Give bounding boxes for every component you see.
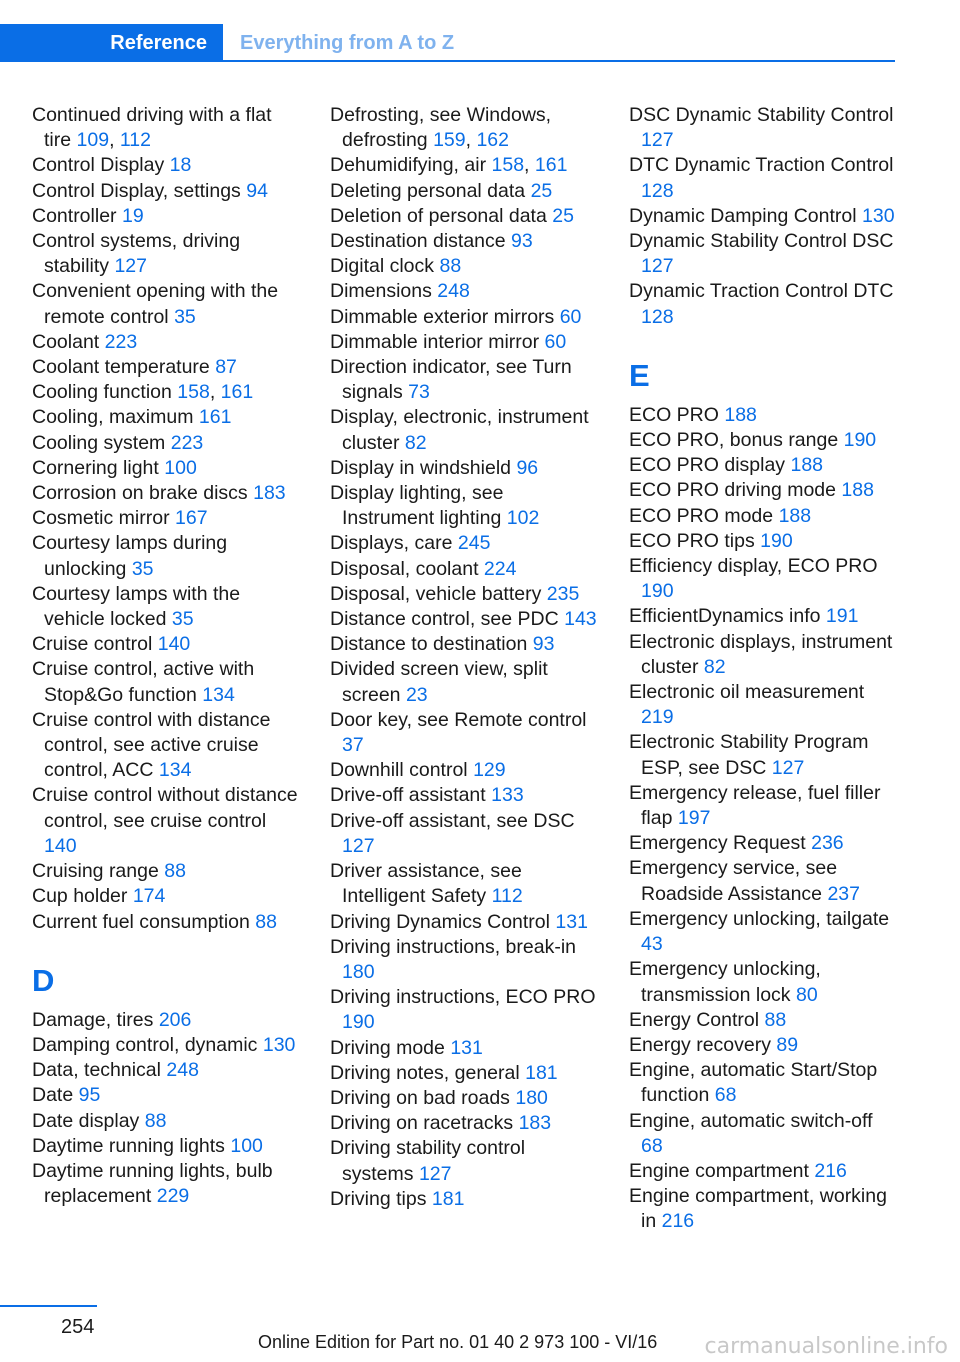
index-term: Cup holder bbox=[32, 885, 128, 908]
index-entry bbox=[629, 103, 897, 153]
index-term: Driving mode bbox=[330, 1036, 445, 1059]
index-entry bbox=[32, 1159, 300, 1209]
index-term: Energy recovery bbox=[629, 1033, 771, 1056]
page-link[interactable]: 127 bbox=[114, 255, 147, 278]
index-term: Date bbox=[32, 1084, 74, 1107]
index-term: Driving notes, general bbox=[330, 1061, 520, 1084]
page-link[interactable]: 223 bbox=[170, 431, 204, 454]
index-entry bbox=[629, 730, 897, 780]
index-term: Electronic Stability Program ESP, see DSC bbox=[629, 731, 869, 779]
index-entry bbox=[330, 582, 598, 607]
index-entry bbox=[629, 831, 897, 856]
page-link[interactable]: 134 bbox=[202, 683, 235, 706]
page-link[interactable]: 190 bbox=[760, 529, 793, 552]
page-link[interactable]: 82 bbox=[404, 431, 427, 454]
index-entry bbox=[32, 1058, 300, 1083]
page-link[interactable]: 100 bbox=[164, 456, 197, 479]
index-entry bbox=[330, 657, 598, 707]
index-term: Driving on bad roads bbox=[330, 1086, 510, 1109]
page-link[interactable]: 94 bbox=[246, 179, 268, 202]
page-number: 254 bbox=[61, 1316, 95, 1338]
index-term: Cosmetic mirror bbox=[32, 507, 170, 530]
page-link[interactable]: 73 bbox=[408, 381, 430, 404]
page-link[interactable]: 206 bbox=[158, 1008, 192, 1031]
page-link[interactable]: 181 bbox=[525, 1061, 558, 1084]
index-term: Daytime running lights bbox=[32, 1134, 225, 1157]
index-entry bbox=[32, 179, 300, 204]
index-term: Deletion of personal data bbox=[330, 204, 547, 227]
page-link[interactable]: 100 bbox=[230, 1134, 263, 1157]
index-term: Cooling system bbox=[32, 431, 166, 454]
header-rule bbox=[0, 60, 895, 62]
index-entry bbox=[32, 153, 300, 178]
index-term: Displays, care bbox=[330, 532, 453, 555]
page-link[interactable]: 161 bbox=[534, 154, 568, 177]
index-term: ECO PRO driving mode bbox=[629, 479, 836, 502]
index-letter-heading: E bbox=[629, 357, 650, 393]
index-entry bbox=[629, 229, 897, 279]
index-term: Deleting personal data bbox=[330, 179, 526, 202]
page-link[interactable]: 130 bbox=[262, 1033, 296, 1056]
index-term: ECO PRO bbox=[629, 403, 719, 426]
page-link[interactable]: 158 bbox=[491, 154, 525, 177]
page-link[interactable]: 129 bbox=[473, 759, 506, 782]
index-entry bbox=[32, 632, 300, 657]
page-link[interactable]: 180 bbox=[515, 1086, 548, 1109]
page-link[interactable]: 161 bbox=[198, 406, 232, 429]
index-term: Defrosting, see Windows, defrosting bbox=[330, 104, 552, 152]
index-entry bbox=[629, 680, 897, 730]
index-entry bbox=[32, 229, 300, 279]
page-link[interactable]: 88 bbox=[144, 1109, 167, 1132]
page-link[interactable]: 161 bbox=[220, 381, 254, 404]
page-link[interactable]: 35 bbox=[131, 557, 154, 580]
index-entry bbox=[32, 506, 300, 531]
index-entry bbox=[32, 531, 300, 581]
index-term: Destination distance bbox=[330, 230, 506, 253]
index-term: Controller bbox=[32, 204, 117, 227]
index-term: Dynamic Damping Control bbox=[629, 204, 857, 227]
index-term: Coolant temperature bbox=[32, 356, 210, 379]
page-link[interactable]: 248 bbox=[166, 1059, 199, 1082]
index-term: Direction indicator, see Turn signals bbox=[330, 356, 572, 404]
index-term: Control Display, settings bbox=[32, 179, 241, 202]
index-entry bbox=[32, 456, 300, 481]
index-term: Dehumidifying, air bbox=[330, 154, 487, 177]
page-link[interactable]: 188 bbox=[790, 454, 824, 477]
page-link[interactable]: 93 bbox=[532, 633, 555, 656]
page-link[interactable]: 188 bbox=[841, 479, 874, 502]
page-link[interactable]: 140 bbox=[157, 633, 191, 656]
section-spacer bbox=[629, 330, 897, 351]
index-entry bbox=[32, 1109, 300, 1134]
index-term: Dimmable interior mirror bbox=[330, 330, 540, 353]
index-entry bbox=[330, 1187, 598, 1212]
index-term: Dynamic Traction Control DTC bbox=[629, 280, 894, 303]
index-entry bbox=[32, 1008, 300, 1033]
index-entry bbox=[629, 1058, 897, 1108]
index-entry bbox=[629, 504, 897, 529]
watermark: carmanualsonline.info bbox=[704, 1334, 948, 1359]
page-link[interactable]: 18 bbox=[169, 154, 192, 177]
index-entry bbox=[32, 431, 300, 456]
page-link[interactable]: 229 bbox=[156, 1185, 190, 1208]
index-term: Downhill control bbox=[330, 759, 468, 782]
page-link[interactable]: 127 bbox=[641, 255, 674, 278]
index-entry bbox=[629, 554, 897, 604]
index-term: Engine, automatic Start/Stop function bbox=[629, 1059, 878, 1107]
page-link[interactable]: 89 bbox=[776, 1033, 799, 1056]
index-term: Driving on racetracks bbox=[330, 1112, 514, 1135]
index-term: Courtesy lamps with the vehicle locked bbox=[32, 582, 241, 631]
index-entry bbox=[330, 330, 598, 355]
index-entry bbox=[629, 403, 897, 428]
index-column-2 bbox=[330, 103, 598, 1212]
index-entry bbox=[330, 355, 598, 405]
index-term: Disposal, coolant bbox=[330, 557, 479, 580]
index-entry bbox=[32, 657, 300, 707]
index-entry: Defrosting, see Windows, defrosting 159, 162 bbox=[330, 104, 552, 152]
page-link[interactable]: 25 bbox=[552, 204, 574, 227]
index-term: Cruise control without distance control, see cruise control bbox=[32, 784, 298, 832]
index-entry bbox=[629, 630, 897, 680]
page-link[interactable]: 80 bbox=[795, 983, 818, 1006]
page-link[interactable]: 174 bbox=[132, 885, 166, 908]
page-link[interactable]: 127 bbox=[418, 1162, 452, 1185]
index-entry: Dehumidifying, air 158, 161 bbox=[330, 154, 568, 177]
index-term: Engine, automatic switch-off bbox=[629, 1109, 873, 1132]
index-term: Dimensions bbox=[330, 280, 432, 303]
index-term: Corrosion on brake discs bbox=[32, 482, 248, 505]
index-term: Driving instructions, ECO PRO bbox=[330, 986, 596, 1009]
index-term: Display, electronic, instrument cluster bbox=[330, 406, 589, 454]
index-entry bbox=[330, 279, 598, 304]
index-entry bbox=[32, 204, 300, 229]
page-link[interactable]: 131 bbox=[450, 1036, 483, 1059]
page-link[interactable]: 133 bbox=[491, 784, 524, 807]
index-entry bbox=[330, 1111, 598, 1136]
index-entry bbox=[32, 481, 300, 506]
index-term: DTC Dynamic Traction Control bbox=[629, 154, 894, 177]
page-link[interactable]: 88 bbox=[255, 910, 277, 933]
index-entry: Cooling function 158, 161 bbox=[32, 381, 254, 404]
index-term: Dimmable exterior mirrors bbox=[330, 305, 555, 328]
index-entry bbox=[629, 604, 897, 629]
index-term: Cruise control, active with Stop&Go function bbox=[32, 658, 255, 706]
index-entry bbox=[330, 607, 598, 632]
index-column-1 bbox=[32, 103, 300, 1209]
index-term: Cruise control with distance control, see active cruise control, ACC bbox=[32, 708, 271, 782]
index-term: Current fuel consumption bbox=[32, 910, 250, 933]
index-entry bbox=[629, 153, 897, 203]
index-entry bbox=[629, 781, 897, 831]
index-term: Emergency Request bbox=[629, 832, 806, 855]
index-column-3 bbox=[629, 103, 897, 1235]
page-link[interactable]: 43 bbox=[641, 933, 663, 956]
index-entry bbox=[32, 1083, 300, 1108]
page-link[interactable]: 219 bbox=[641, 706, 674, 729]
index-entry bbox=[330, 229, 598, 254]
index-term: Continued driving with a flat tire bbox=[32, 104, 272, 152]
page-link[interactable]: 112 bbox=[119, 129, 151, 152]
page-link[interactable]: 237 bbox=[827, 882, 860, 905]
page-link[interactable]: 127 bbox=[771, 756, 805, 779]
index-entry bbox=[629, 204, 897, 229]
index-term: Drive-off assistant, see DSC bbox=[330, 809, 575, 832]
index-term: Drive-off assistant bbox=[330, 784, 486, 807]
page-link[interactable]: 140 bbox=[44, 834, 77, 857]
page-link[interactable]: 143 bbox=[564, 608, 597, 631]
index-entry bbox=[629, 856, 897, 906]
index-entry bbox=[330, 783, 598, 808]
index-entry bbox=[330, 204, 598, 229]
page-link[interactable]: 188 bbox=[724, 403, 757, 426]
index-term: Distance control, see PDC bbox=[330, 608, 559, 631]
index-term: Cornering light bbox=[32, 456, 159, 479]
page-link[interactable]: 190 bbox=[843, 429, 877, 452]
page-link[interactable]: 88 bbox=[164, 860, 186, 883]
index-entry bbox=[32, 910, 300, 935]
page-link[interactable]: 25 bbox=[530, 179, 553, 202]
footer-rule bbox=[0, 1305, 97, 1307]
index-entry bbox=[629, 1159, 897, 1184]
page-link[interactable]: 127 bbox=[342, 834, 375, 857]
index-entry bbox=[330, 1086, 598, 1111]
index-term: ECO PRO tips bbox=[629, 529, 755, 552]
index-term: Emergency unlocking, tailgate bbox=[629, 907, 890, 930]
page-link[interactable]: 158 bbox=[177, 381, 210, 404]
page-link[interactable]: 197 bbox=[677, 807, 711, 830]
section-tab-reference[interactable]: Reference bbox=[0, 24, 223, 62]
index-entry bbox=[330, 935, 598, 985]
index-term: Emergency service, see Roadside Assistance bbox=[629, 857, 838, 905]
page-link[interactable]: 23 bbox=[405, 683, 428, 706]
index-entry bbox=[32, 708, 300, 784]
index-term: Daytime running lights, bulb replacement bbox=[32, 1159, 273, 1208]
page-link[interactable]: 102 bbox=[506, 507, 540, 530]
index-term: Electronic displays, instrument cluster bbox=[629, 630, 893, 678]
index-term: ECO PRO mode bbox=[629, 504, 774, 527]
page-link[interactable]: 68 bbox=[714, 1084, 737, 1107]
index-entry bbox=[330, 1136, 598, 1186]
index-term: Driving stability control systems bbox=[330, 1137, 526, 1185]
page-link[interactable]: 95 bbox=[78, 1084, 101, 1107]
index-entry bbox=[629, 529, 897, 554]
index-entry bbox=[32, 884, 300, 909]
page-link[interactable]: 216 bbox=[661, 1210, 695, 1233]
index-term: Damping control, dynamic bbox=[32, 1033, 258, 1056]
index-term: Data, technical bbox=[32, 1059, 161, 1082]
page-link[interactable]: 35 bbox=[174, 305, 196, 328]
index-entry bbox=[629, 428, 897, 453]
index-entry bbox=[330, 179, 598, 204]
index-term: Driving instructions, break-in bbox=[330, 935, 577, 958]
index-entry bbox=[330, 632, 598, 657]
page-link[interactable]: 88 bbox=[439, 255, 462, 278]
index-term: Date display bbox=[32, 1109, 140, 1132]
index-entry bbox=[330, 809, 598, 859]
page-link[interactable]: 134 bbox=[158, 759, 192, 782]
page-link[interactable]: 127 bbox=[641, 129, 674, 152]
page-link[interactable]: 82 bbox=[703, 655, 726, 678]
page-link[interactable]: 181 bbox=[431, 1187, 465, 1210]
index-term: Driver assistance, see Intelligent Safety bbox=[330, 860, 522, 908]
index-entry bbox=[330, 910, 598, 935]
index-entry bbox=[629, 1109, 897, 1159]
index-entry bbox=[629, 1033, 897, 1058]
page-link[interactable]: 245 bbox=[457, 532, 491, 555]
page-link[interactable]: 223 bbox=[104, 330, 138, 353]
index-term: Cruise control bbox=[32, 633, 153, 656]
index-entry bbox=[330, 481, 598, 531]
index-entry bbox=[330, 557, 598, 582]
edition-note: Online Edition for Part no. 01 40 2 973 100 - VI/16 bbox=[258, 1332, 658, 1352]
page-link[interactable]: 96 bbox=[516, 456, 539, 479]
index-term: Disposal, vehicle battery bbox=[330, 582, 542, 605]
index-entry bbox=[330, 708, 598, 758]
index-entry bbox=[629, 1184, 897, 1234]
index-entry bbox=[32, 1033, 300, 1058]
page-link[interactable]: 224 bbox=[483, 557, 517, 580]
index-term: Convenient opening with the remote control bbox=[32, 280, 279, 328]
index-entry bbox=[32, 405, 300, 430]
page-link[interactable]: 35 bbox=[171, 608, 194, 631]
page-link[interactable]: 159 bbox=[433, 129, 466, 152]
index-term: Display lighting, see Instrument lighting bbox=[330, 482, 504, 530]
section-spacer bbox=[32, 935, 300, 956]
index-term: Efficiency display, ECO PRO bbox=[629, 555, 878, 578]
index-entry bbox=[629, 957, 897, 1007]
page-link[interactable]: 87 bbox=[215, 356, 237, 379]
index-term: Control Display bbox=[32, 154, 165, 177]
index-term: Dynamic Stability Control DSC bbox=[629, 230, 894, 253]
index-term: Cruising range bbox=[32, 860, 159, 883]
page-link[interactable]: 60 bbox=[559, 305, 582, 328]
index-term: ECO PRO display bbox=[629, 454, 786, 477]
index-entry bbox=[32, 582, 300, 632]
page-link[interactable]: 188 bbox=[778, 504, 812, 527]
page-link[interactable]: 190 bbox=[342, 1011, 375, 1034]
index-entry bbox=[32, 1134, 300, 1159]
page-link[interactable]: 162 bbox=[476, 129, 509, 152]
index-term: Driving tips bbox=[330, 1187, 427, 1210]
index-entry bbox=[330, 531, 598, 556]
page-link[interactable]: 190 bbox=[641, 580, 674, 603]
index-letter-heading: D bbox=[32, 962, 55, 998]
index-term: Driving Dynamics Control bbox=[330, 910, 550, 933]
index-entry bbox=[629, 1008, 897, 1033]
page-link[interactable]: 19 bbox=[121, 204, 144, 227]
index-entry bbox=[629, 279, 897, 329]
index-entry bbox=[330, 758, 598, 783]
index-term: Cooling function bbox=[32, 381, 172, 404]
index-entry bbox=[330, 1061, 598, 1086]
page-link[interactable]: 128 bbox=[641, 305, 674, 328]
page-link[interactable]: 183 bbox=[253, 482, 286, 505]
index-entry bbox=[32, 355, 300, 380]
index-term: Coolant bbox=[32, 330, 100, 353]
page-link[interactable]: 180 bbox=[342, 960, 375, 983]
page-link[interactable]: 37 bbox=[342, 734, 364, 757]
page-link[interactable]: 183 bbox=[518, 1112, 552, 1135]
index-entry bbox=[32, 330, 300, 355]
index-entry: Continued driving with a flat tire 109, 112 bbox=[32, 104, 272, 152]
index-entry bbox=[330, 405, 598, 455]
index-term: DSC Dynamic Stability Control bbox=[629, 104, 894, 126]
index-term: Emergency unlocking, transmission lock bbox=[629, 958, 821, 1006]
index-term: Engine compartment bbox=[629, 1159, 809, 1182]
index-term: Engine compartment, working in bbox=[629, 1185, 887, 1233]
page-header bbox=[0, 24, 895, 62]
page-link[interactable]: 131 bbox=[555, 910, 588, 933]
page-link[interactable]: 93 bbox=[511, 230, 533, 253]
index-term: Distance to destination bbox=[330, 633, 528, 656]
index-entry bbox=[330, 254, 598, 279]
page-link[interactable]: 167 bbox=[175, 507, 208, 530]
index-entry bbox=[629, 907, 897, 957]
index-term: Electronic oil measurement bbox=[629, 681, 865, 704]
page-link[interactable]: 235 bbox=[546, 582, 580, 605]
index-term: Cooling, maximum bbox=[32, 406, 194, 429]
index-entry bbox=[32, 859, 300, 884]
index-entry bbox=[330, 456, 598, 481]
page-link[interactable]: 128 bbox=[641, 179, 674, 202]
page-link[interactable]: 88 bbox=[764, 1008, 787, 1031]
index-entry bbox=[330, 305, 598, 330]
index-term: Damage, tires bbox=[32, 1008, 154, 1031]
index-entry bbox=[32, 279, 300, 329]
index-term: Display in windshield bbox=[330, 456, 512, 479]
chapter-tab-a-to-z[interactable]: Everything from A to Z bbox=[240, 32, 455, 54]
index-entry bbox=[32, 783, 300, 859]
index-term: Control systems, driving stability bbox=[32, 230, 241, 278]
index-entry bbox=[330, 985, 598, 1035]
index-entry bbox=[330, 1036, 598, 1061]
page-link[interactable]: 236 bbox=[811, 832, 844, 855]
page-link[interactable]: 112 bbox=[491, 885, 523, 908]
page-link[interactable]: 130 bbox=[862, 204, 895, 227]
index-term: Divided screen view, split screen bbox=[330, 658, 548, 706]
page-link[interactable]: 68 bbox=[641, 1134, 663, 1157]
index-entry bbox=[629, 453, 897, 478]
page-link[interactable]: 109 bbox=[76, 129, 110, 152]
index-term: Door key, see Remote control bbox=[330, 708, 587, 731]
page-link[interactable]: 191 bbox=[825, 605, 859, 628]
index-term: Courtesy lamps during unlocking bbox=[32, 532, 228, 580]
page-link[interactable]: 216 bbox=[814, 1159, 847, 1182]
index-entry bbox=[330, 859, 598, 909]
page-link[interactable]: 248 bbox=[437, 280, 470, 303]
index-term: Energy Control bbox=[629, 1008, 760, 1031]
index-entry bbox=[629, 478, 897, 503]
index-term: EfficientDynamics info bbox=[629, 605, 821, 628]
index-term: Emergency release, fuel filler flap bbox=[629, 781, 881, 830]
page-link[interactable]: 60 bbox=[544, 330, 567, 353]
index-term: ECO PRO, bonus range bbox=[629, 429, 839, 452]
index-term: Digital clock bbox=[330, 255, 435, 278]
